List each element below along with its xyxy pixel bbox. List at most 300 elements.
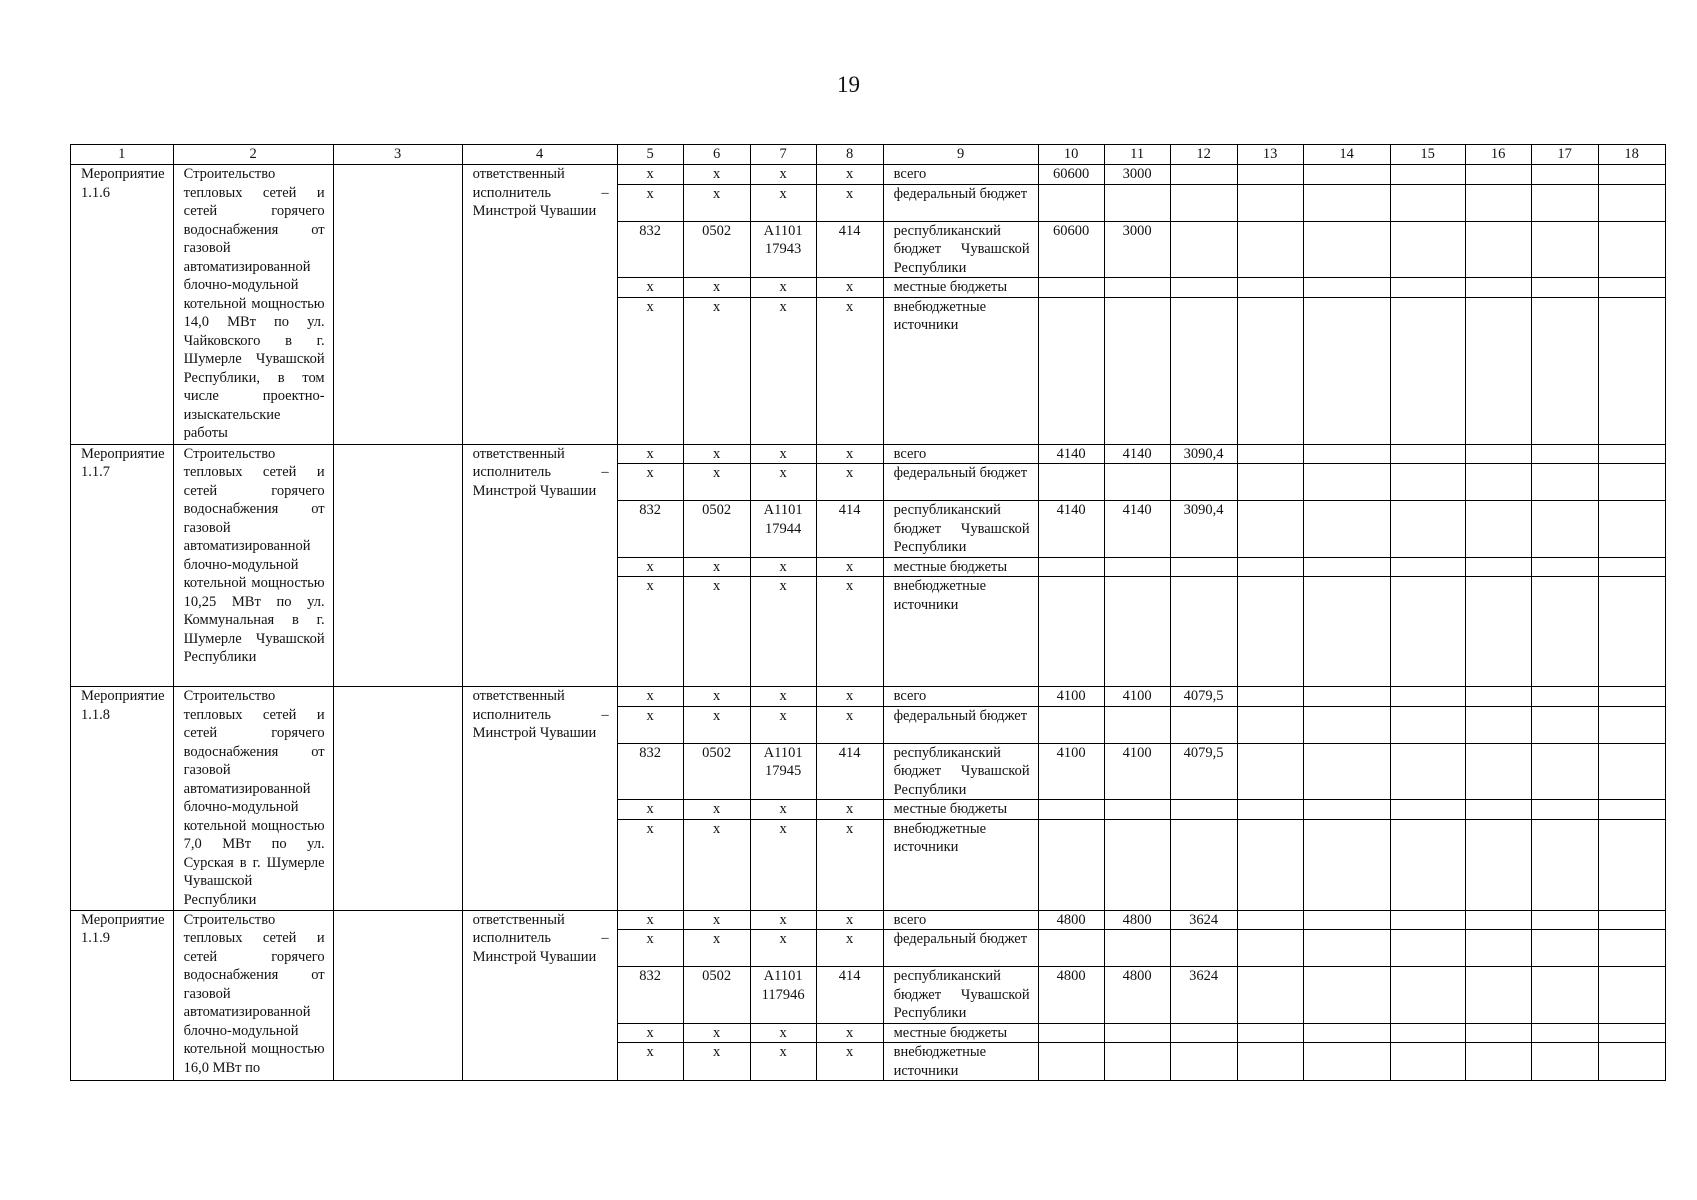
cell-c10 — [1038, 577, 1104, 687]
empty-cell — [1598, 800, 1665, 820]
empty-cell — [1531, 464, 1598, 501]
empty-cell — [1303, 930, 1390, 967]
cell-c12 — [1170, 184, 1237, 221]
empty-cell — [1598, 819, 1665, 910]
funding-source: республиканский бюджет Чувашской Республики — [883, 967, 1038, 1024]
empty-cell — [1531, 930, 1598, 967]
empty-cell — [1237, 930, 1303, 967]
cell-c5: 832 — [617, 743, 683, 800]
empty-cell — [1531, 444, 1598, 464]
cell-c10 — [1038, 184, 1104, 221]
empty-cell — [1465, 930, 1531, 967]
empty-cell — [1465, 165, 1531, 185]
cell-c12 — [1170, 278, 1237, 298]
cell-c6: х — [683, 819, 750, 910]
funding-source: внебюджетные источники — [883, 819, 1038, 910]
col-header: 16 — [1465, 145, 1531, 165]
cell-c10: 60600 — [1038, 221, 1104, 278]
empty-cell — [1303, 967, 1390, 1024]
cell-c12 — [1170, 221, 1237, 278]
cell-c11: 4800 — [1104, 910, 1170, 930]
cell-c8: х — [816, 165, 883, 185]
cell-c12: 4079,5 — [1170, 743, 1237, 800]
col-header: 12 — [1170, 145, 1237, 165]
empty-cell — [1237, 687, 1303, 707]
funding-source: внебюджетные источники — [883, 1043, 1038, 1081]
cell-c8: х — [816, 577, 883, 687]
col-header: 13 — [1237, 145, 1303, 165]
cell-c11 — [1104, 557, 1170, 577]
cell-c7: х — [750, 1043, 816, 1081]
col-header: 17 — [1531, 145, 1598, 165]
empty-cell — [1303, 557, 1390, 577]
empty-cell — [333, 165, 462, 445]
empty-cell — [1237, 706, 1303, 743]
funding-source: республиканский бюджет Чувашской Республики — [883, 743, 1038, 800]
cell-c5: х — [617, 1043, 683, 1081]
empty-cell — [1531, 1023, 1598, 1043]
table-row — [71, 165, 1666, 185]
cell-c6: 0502 — [683, 221, 750, 278]
empty-cell — [1303, 1043, 1390, 1081]
table-body — [71, 165, 1666, 1081]
cell-c6: х — [683, 910, 750, 930]
cell-c10: 4140 — [1038, 501, 1104, 558]
col-header: 1 — [71, 145, 174, 165]
empty-cell — [1598, 557, 1665, 577]
cell-c11: 3000 — [1104, 221, 1170, 278]
funding-source: всего — [883, 165, 1038, 185]
cell-c5: х — [617, 1023, 683, 1043]
cell-c12 — [1170, 1043, 1237, 1081]
empty-cell — [1465, 221, 1531, 278]
empty-cell — [1237, 743, 1303, 800]
empty-cell — [1303, 278, 1390, 298]
cell-c12 — [1170, 557, 1237, 577]
funding-source: федеральный бюджет — [883, 930, 1038, 967]
empty-cell — [1465, 297, 1531, 444]
cell-c12: 4079,5 — [1170, 687, 1237, 707]
cell-c8: х — [816, 464, 883, 501]
cell-c8: х — [816, 800, 883, 820]
empty-cell — [1237, 221, 1303, 278]
funding-source: местные бюджеты — [883, 557, 1038, 577]
empty-cell — [1598, 278, 1665, 298]
cell-c6: х — [683, 278, 750, 298]
cell-c11 — [1104, 1023, 1170, 1043]
empty-cell — [1303, 221, 1390, 278]
activity-label: Мероприятие 1.1.8 — [71, 687, 174, 911]
empty-cell — [1598, 687, 1665, 707]
cell-c8: 414 — [816, 967, 883, 1024]
cell-c6: х — [683, 687, 750, 707]
empty-cell — [1598, 501, 1665, 558]
cell-c7: х — [750, 444, 816, 464]
empty-cell — [1390, 557, 1465, 577]
cell-c10 — [1038, 1043, 1104, 1081]
cell-c6: х — [683, 165, 750, 185]
empty-cell — [1237, 819, 1303, 910]
empty-cell — [1598, 967, 1665, 1024]
funding-source: местные бюджеты — [883, 1023, 1038, 1043]
funding-source: федеральный бюджет — [883, 464, 1038, 501]
empty-cell — [1465, 910, 1531, 930]
empty-cell — [1303, 687, 1390, 707]
empty-cell — [1390, 278, 1465, 298]
cell-c11 — [1104, 184, 1170, 221]
cell-c6: х — [683, 800, 750, 820]
empty-cell — [1465, 557, 1531, 577]
empty-cell — [1465, 967, 1531, 1024]
cell-c12: 3090,4 — [1170, 444, 1237, 464]
empty-cell — [1531, 1043, 1598, 1081]
cell-c7: х — [750, 557, 816, 577]
cell-c11: 4140 — [1104, 501, 1170, 558]
cell-c11 — [1104, 800, 1170, 820]
cell-c10 — [1038, 819, 1104, 910]
cell-c10: 4800 — [1038, 967, 1104, 1024]
col-header: 10 — [1038, 145, 1104, 165]
funding-source: республиканский бюджет Чувашской Республики — [883, 501, 1038, 558]
cell-c12 — [1170, 800, 1237, 820]
empty-cell — [1465, 464, 1531, 501]
empty-cell — [1531, 184, 1598, 221]
empty-cell — [1465, 577, 1531, 687]
cell-c5: х — [617, 930, 683, 967]
cell-c5: 832 — [617, 967, 683, 1024]
empty-cell — [1465, 687, 1531, 707]
empty-cell — [1390, 184, 1465, 221]
col-header: 5 — [617, 145, 683, 165]
empty-cell — [1303, 165, 1390, 185]
cell-c7: А1101 17943 — [750, 221, 816, 278]
empty-cell — [1598, 1043, 1665, 1081]
cell-c11 — [1104, 706, 1170, 743]
empty-cell — [1531, 557, 1598, 577]
cell-c8: 414 — [816, 221, 883, 278]
activity-description: Строительство тепловых сетей и сетей горячего водоснабжения от газовой автоматизированной блочно-модульной котельной мощностью 14,0 МВт по ул. Чайковского в г. Шумерле Чувашской Республики, в том числе проектно-изыскательские работы — [173, 165, 333, 445]
activity-label: Мероприятие 1.1.9 — [71, 910, 174, 1081]
funding-source: местные бюджеты — [883, 278, 1038, 298]
cell-c5: х — [617, 687, 683, 707]
cell-c7: х — [750, 165, 816, 185]
empty-cell — [1303, 297, 1390, 444]
cell-c11: 4140 — [1104, 444, 1170, 464]
page-number: 19 — [837, 72, 860, 97]
empty-cell — [1598, 577, 1665, 687]
col-header: 11 — [1104, 145, 1170, 165]
cell-c7: А1101 17945 — [750, 743, 816, 800]
empty-cell — [1531, 910, 1598, 930]
responsible-executor: ответственный исполнитель – Минстрой Чувашии — [462, 687, 617, 911]
empty-cell — [1303, 501, 1390, 558]
cell-c11 — [1104, 819, 1170, 910]
cell-c12 — [1170, 819, 1237, 910]
cell-c7: х — [750, 706, 816, 743]
col-header: 4 — [462, 145, 617, 165]
empty-cell — [1531, 800, 1598, 820]
empty-cell — [1390, 706, 1465, 743]
cell-c11: 3000 — [1104, 165, 1170, 185]
empty-cell — [1465, 184, 1531, 221]
empty-cell — [1390, 464, 1465, 501]
cell-c12 — [1170, 464, 1237, 501]
cell-c11 — [1104, 930, 1170, 967]
cell-c5: х — [617, 819, 683, 910]
empty-cell — [1390, 221, 1465, 278]
cell-c7: х — [750, 278, 816, 298]
empty-cell — [1303, 577, 1390, 687]
cell-c5: х — [617, 184, 683, 221]
empty-cell — [1531, 221, 1598, 278]
empty-cell — [1531, 819, 1598, 910]
cell-c11 — [1104, 297, 1170, 444]
cell-c7: х — [750, 819, 816, 910]
empty-cell — [1598, 221, 1665, 278]
col-header: 6 — [683, 145, 750, 165]
col-header: 3 — [333, 145, 462, 165]
activity-description: Строительство тепловых сетей и сетей горячего водоснабжения от газовой автоматизированной блочно-модульной котельной мощностью 10,25 МВт по ул. Коммунальная в г. Шумерле Чувашской Республики — [173, 444, 333, 687]
empty-cell — [1390, 444, 1465, 464]
cell-c10 — [1038, 930, 1104, 967]
empty-cell — [1598, 464, 1665, 501]
empty-cell — [1390, 501, 1465, 558]
activity-label: Мероприятие 1.1.7 — [71, 444, 174, 687]
empty-cell — [1531, 577, 1598, 687]
cell-c6: х — [683, 1023, 750, 1043]
empty-cell — [1531, 743, 1598, 800]
empty-cell — [1390, 800, 1465, 820]
cell-c10: 4100 — [1038, 743, 1104, 800]
cell-c11: 4100 — [1104, 687, 1170, 707]
cell-c8: х — [816, 819, 883, 910]
cell-c8: х — [816, 444, 883, 464]
empty-cell — [1531, 165, 1598, 185]
cell-c8: х — [816, 930, 883, 967]
empty-cell — [1237, 557, 1303, 577]
cell-c10: 4800 — [1038, 910, 1104, 930]
funding-source: федеральный бюджет — [883, 184, 1038, 221]
col-header: 18 — [1598, 145, 1665, 165]
table-row — [71, 910, 1666, 930]
col-header: 9 — [883, 145, 1038, 165]
cell-c12: 3624 — [1170, 910, 1237, 930]
empty-cell — [1465, 1023, 1531, 1043]
cell-c5: 832 — [617, 501, 683, 558]
funding-source: местные бюджеты — [883, 800, 1038, 820]
funding-source: всего — [883, 444, 1038, 464]
empty-cell — [1598, 910, 1665, 930]
empty-cell — [1237, 184, 1303, 221]
cell-c7: х — [750, 464, 816, 501]
empty-cell — [1303, 706, 1390, 743]
cell-c6: 0502 — [683, 967, 750, 1024]
empty-cell — [1465, 1043, 1531, 1081]
empty-cell — [1237, 577, 1303, 687]
cell-c11 — [1104, 278, 1170, 298]
empty-cell — [1237, 278, 1303, 298]
cell-c11 — [1104, 1043, 1170, 1081]
col-header: 7 — [750, 145, 816, 165]
cell-c7: х — [750, 297, 816, 444]
empty-cell — [1598, 184, 1665, 221]
cell-c6: х — [683, 184, 750, 221]
empty-cell — [333, 687, 462, 911]
funding-source: всего — [883, 687, 1038, 707]
cell-c7: х — [750, 930, 816, 967]
cell-c12 — [1170, 577, 1237, 687]
empty-cell — [1531, 501, 1598, 558]
empty-cell — [1390, 165, 1465, 185]
empty-cell — [1531, 967, 1598, 1024]
cell-c5: х — [617, 557, 683, 577]
cell-c12 — [1170, 1023, 1237, 1043]
col-header: 14 — [1303, 145, 1390, 165]
cell-c5: х — [617, 165, 683, 185]
empty-cell — [1303, 743, 1390, 800]
cell-c5: х — [617, 297, 683, 444]
cell-c11: 4100 — [1104, 743, 1170, 800]
cell-c8: х — [816, 278, 883, 298]
cell-c6: х — [683, 930, 750, 967]
cell-c10 — [1038, 464, 1104, 501]
cell-c5: х — [617, 910, 683, 930]
empty-cell — [1465, 800, 1531, 820]
cell-c6: х — [683, 557, 750, 577]
empty-cell — [1303, 444, 1390, 464]
empty-cell — [1303, 910, 1390, 930]
empty-cell — [333, 444, 462, 687]
funding-source: федеральный бюджет — [883, 706, 1038, 743]
empty-cell — [1598, 930, 1665, 967]
empty-cell — [1303, 1023, 1390, 1043]
cell-c5: 832 — [617, 221, 683, 278]
empty-cell — [1237, 165, 1303, 185]
cell-c12 — [1170, 297, 1237, 444]
funding-source: всего — [883, 910, 1038, 930]
empty-cell — [1531, 706, 1598, 743]
cell-c6: х — [683, 464, 750, 501]
empty-cell — [1237, 1043, 1303, 1081]
empty-cell — [1237, 910, 1303, 930]
cell-c11 — [1104, 464, 1170, 501]
cell-c10 — [1038, 297, 1104, 444]
header-row — [71, 145, 1666, 165]
cell-c6: х — [683, 444, 750, 464]
cell-c7: х — [750, 1023, 816, 1043]
empty-cell — [1390, 577, 1465, 687]
cell-c10 — [1038, 706, 1104, 743]
cell-c12: 3090,4 — [1170, 501, 1237, 558]
empty-cell — [1237, 800, 1303, 820]
empty-cell — [1531, 687, 1598, 707]
cell-c6: х — [683, 706, 750, 743]
cell-c10 — [1038, 800, 1104, 820]
cell-c7: х — [750, 910, 816, 930]
cell-c6: х — [683, 297, 750, 444]
responsible-executor: ответственный исполнитель – Минстрой Чувашии — [462, 444, 617, 687]
cell-c12 — [1170, 930, 1237, 967]
empty-cell — [1598, 1023, 1665, 1043]
cell-c10: 4140 — [1038, 444, 1104, 464]
funding-source: внебюджетные источники — [883, 297, 1038, 444]
empty-cell — [1531, 278, 1598, 298]
empty-cell — [1237, 297, 1303, 444]
cell-c12 — [1170, 165, 1237, 185]
empty-cell — [333, 910, 462, 1081]
empty-cell — [1465, 743, 1531, 800]
empty-cell — [1237, 464, 1303, 501]
empty-cell — [1598, 297, 1665, 444]
empty-cell — [1237, 444, 1303, 464]
empty-cell — [1598, 743, 1665, 800]
responsible-executor: ответственный исполнитель – Минстрой Чувашии — [462, 165, 617, 445]
empty-cell — [1303, 819, 1390, 910]
cell-c5: х — [617, 464, 683, 501]
cell-c8: х — [816, 1043, 883, 1081]
empty-cell — [1303, 184, 1390, 221]
cell-c5: х — [617, 444, 683, 464]
cell-c12 — [1170, 706, 1237, 743]
cell-c7: х — [750, 184, 816, 221]
cell-c10: 60600 — [1038, 165, 1104, 185]
table-row — [71, 444, 1666, 464]
empty-cell — [1465, 501, 1531, 558]
cell-c5: х — [617, 800, 683, 820]
cell-c8: 414 — [816, 501, 883, 558]
cell-c6: х — [683, 1043, 750, 1081]
empty-cell — [1390, 743, 1465, 800]
cell-c8: х — [816, 1023, 883, 1043]
cell-c8: х — [816, 297, 883, 444]
empty-cell — [1390, 967, 1465, 1024]
cell-c8: х — [816, 687, 883, 707]
table-row — [71, 687, 1666, 707]
empty-cell — [1390, 910, 1465, 930]
cell-c10: 4100 — [1038, 687, 1104, 707]
col-header: 15 — [1390, 145, 1465, 165]
empty-cell — [1390, 297, 1465, 444]
cell-c5: х — [617, 706, 683, 743]
empty-cell — [1237, 967, 1303, 1024]
cell-c10 — [1038, 278, 1104, 298]
cell-c5: х — [617, 278, 683, 298]
empty-cell — [1598, 706, 1665, 743]
col-header: 8 — [816, 145, 883, 165]
cell-c11: 4800 — [1104, 967, 1170, 1024]
empty-cell — [1390, 687, 1465, 707]
empty-cell — [1465, 444, 1531, 464]
cell-c11 — [1104, 577, 1170, 687]
cell-c8: х — [816, 557, 883, 577]
empty-cell — [1303, 464, 1390, 501]
empty-cell — [1237, 501, 1303, 558]
cell-c6: 0502 — [683, 501, 750, 558]
funding-source: внебюджетные источники — [883, 577, 1038, 687]
cell-c8: х — [816, 706, 883, 743]
cell-c5: х — [617, 577, 683, 687]
col-header: 2 — [173, 145, 333, 165]
empty-cell — [1390, 1023, 1465, 1043]
activity-label: Мероприятие 1.1.6 — [71, 165, 174, 445]
empty-cell — [1598, 165, 1665, 185]
cell-c10 — [1038, 557, 1104, 577]
cell-c7: х — [750, 577, 816, 687]
activity-description: Строительство тепловых сетей и сетей горячего водоснабжения от газовой автоматизированной блочно-модульной котельной мощностью 16,0 МВт по — [173, 910, 333, 1081]
cell-c8: х — [816, 910, 883, 930]
cell-c6: х — [683, 577, 750, 687]
empty-cell — [1465, 278, 1531, 298]
